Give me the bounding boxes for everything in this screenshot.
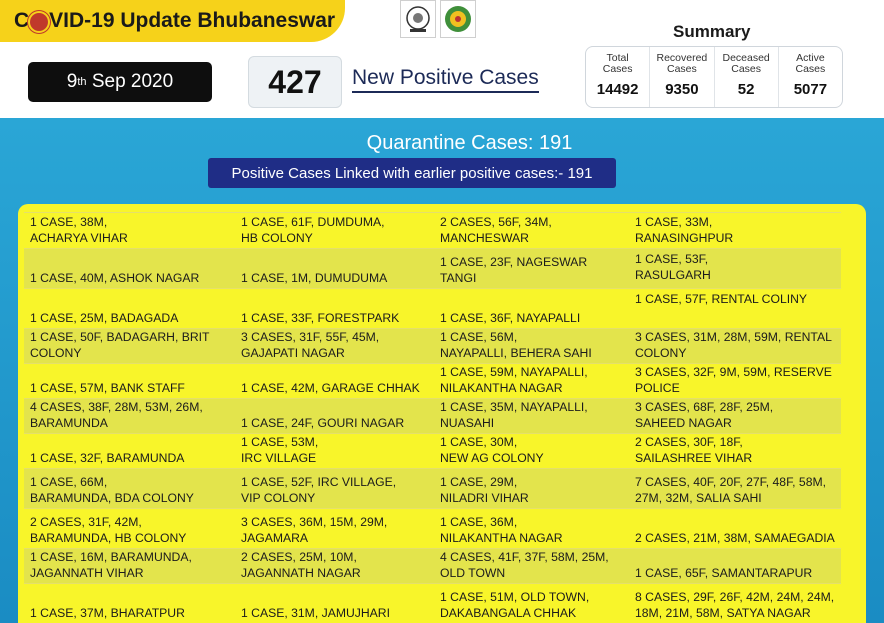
main-panel xyxy=(0,118,884,623)
virus-icon xyxy=(30,13,48,31)
table-cell xyxy=(24,212,235,248)
cell-line: BARAMUNDA, BDA COLONY xyxy=(30,491,194,505)
cell-line: 1 CASE, 36M, xyxy=(440,515,518,529)
cell-line: 2 CASES, 25M, 10M, xyxy=(241,550,357,564)
cell-line: NAYAPALLI, BEHERA SAHI xyxy=(440,346,592,360)
cell-line: SAILASHREE VIHAR xyxy=(635,451,753,465)
summary-total xyxy=(586,47,650,107)
table-cell xyxy=(629,583,841,623)
cell-line: 3 CASES, 31M, 28M, 59M, RENTAL xyxy=(635,330,832,344)
table-cell xyxy=(235,583,434,623)
summary-label-line: Recovered xyxy=(656,52,708,64)
cell-line: 1 CASE, 50F, BADAGARH, BRIT xyxy=(30,330,210,344)
summary-value: 52 xyxy=(737,81,755,98)
cell-line: GAJAPATI NAGAR xyxy=(241,346,345,360)
table-cell xyxy=(629,328,841,363)
title-text: VID-19 Update Bhubaneswar xyxy=(49,9,336,32)
table-cell xyxy=(24,433,235,468)
cell-line: 1 CASE, 37M, BHARATPUR xyxy=(30,606,185,620)
cell-line: BARAMUNDA, HB COLONY xyxy=(30,531,187,545)
table-cell xyxy=(24,398,235,433)
cell-line: JAGANNATH VIHAR xyxy=(30,566,144,580)
cell-line: 1 CASE, 53M, xyxy=(241,435,319,449)
cell-line: NILAKANTHA NAGAR xyxy=(440,531,563,545)
table-cell xyxy=(24,508,235,548)
cell-line: NEW AG COLONY xyxy=(440,451,544,465)
cell-line: 1 CASE, 32F, BARAMUNDA xyxy=(30,451,185,465)
cell-line: 1 CASE, 16M, BARAMUNDA, xyxy=(30,550,192,564)
cell-line: 1 CASE, 53F, xyxy=(635,252,709,266)
cell-line: 1 CASE, 51M, OLD TOWN, xyxy=(440,590,590,604)
table-cell xyxy=(629,363,841,398)
cell-line: 1 CASE, 24F, GOURI NAGAR xyxy=(241,416,405,430)
summary-active xyxy=(779,47,842,107)
summary-label-line: Cases xyxy=(731,63,761,75)
summary-deceased xyxy=(715,47,779,107)
cell-line: 1 CASE, 31M, JAMUJHARI xyxy=(241,606,390,620)
cell-line: SAHEED NAGAR xyxy=(635,416,732,430)
cell-line: 1 CASE, 23F, NAGESWAR TANGI xyxy=(440,255,588,285)
cell-line: 1 CASE, 29M, xyxy=(440,475,518,489)
title-prefix: C xyxy=(14,9,30,32)
cell-line: 3 CASES, 36M, 15M, 29M, xyxy=(241,515,388,529)
table-cell xyxy=(434,248,629,288)
cell-line: 1 CASE, 1M, DUMUDUMA xyxy=(241,271,388,285)
cell-line: 1 CASE, 25M, BADAGADA xyxy=(30,311,179,325)
cell-line: 2 CASES, 30F, 18F, xyxy=(635,435,743,449)
cell-line: COLONY xyxy=(30,346,82,360)
table-cell xyxy=(235,248,434,288)
cell-line: 4 CASES, 41F, 37F, 58M, 25M, xyxy=(440,550,609,564)
cell-line: 3 CASES, 32F, 9M, 59M, RESERVE xyxy=(635,365,832,379)
date-suffix: th xyxy=(77,76,87,88)
table-cell xyxy=(24,248,235,288)
cell-line: 1 CASE, 40M, ASHOK NAGAR xyxy=(30,271,200,285)
cell-line: 18M, 21M, 58M, SATYA NAGAR xyxy=(635,606,811,620)
date-badge xyxy=(28,62,212,102)
cell-line: ACHARYA VIHAR xyxy=(30,231,128,245)
table-cell xyxy=(629,212,841,248)
table-cell xyxy=(235,288,434,328)
table-cell xyxy=(629,468,841,508)
odisha-emblem-icon xyxy=(400,0,436,38)
cell-line: 1 CASE, 61F, DUMDUMA, xyxy=(241,215,385,229)
table-cell xyxy=(235,328,434,363)
summary-recovered xyxy=(650,47,714,107)
quarantine-heading: Quarantine Cases: 191 xyxy=(366,132,573,154)
cell-line: JAGANNATH NAGAR xyxy=(241,566,361,580)
summary-label xyxy=(603,53,633,77)
table-cell xyxy=(629,548,841,583)
cell-line: JAGAMARA xyxy=(241,531,309,545)
cell-line: 2 CASES, 21M, 38M, SAMAEGADIA xyxy=(635,531,835,545)
summary-value: 5077 xyxy=(793,81,828,98)
cell-line: 1 CASE, 30M, xyxy=(440,435,518,449)
cell-line: 1 CASE, 57F, RENTAL COLINY xyxy=(635,292,808,306)
table-cell xyxy=(235,508,434,548)
bmc-logo-icon xyxy=(440,0,476,38)
table-cell xyxy=(434,548,629,583)
cell-line: HB COLONY xyxy=(241,231,313,245)
cell-line: 1 CASE, 42M, GARAGE CHHAK xyxy=(241,381,420,395)
date-day: 9 xyxy=(66,71,78,92)
cell-line: NUASAHI xyxy=(440,416,495,430)
summary-panel xyxy=(585,46,843,108)
table-cell xyxy=(24,548,235,583)
cell-line: NILADRI VIHAR xyxy=(440,491,529,505)
summary-label-line: Cases xyxy=(602,63,633,75)
table-cell xyxy=(24,328,235,363)
table-cell xyxy=(434,583,629,623)
cases-grid xyxy=(24,212,860,623)
table-cell xyxy=(434,363,629,398)
table-cell xyxy=(434,508,629,548)
summary-value: 9350 xyxy=(665,81,699,98)
table-cell xyxy=(24,288,235,328)
cell-line: 27M, 32M, SALIA SAHI xyxy=(635,491,762,505)
table-cell xyxy=(434,328,629,363)
table-cell xyxy=(235,363,434,398)
cell-line: POLICE xyxy=(635,381,680,395)
table-cell xyxy=(235,433,434,468)
cell-line: 1 CASE, 52F, IRC VILLAGE, xyxy=(241,475,397,489)
cell-line: OLD TOWN xyxy=(440,566,506,580)
table-cell xyxy=(629,398,841,433)
table-cell xyxy=(24,363,235,398)
cell-line: 1 CASE, 35M, NAYAPALLI, xyxy=(440,400,588,414)
cell-line: IRC VILLAGE xyxy=(241,451,317,465)
new-cases-label: New Positive Cases xyxy=(352,66,539,93)
date-rest: Sep 2020 xyxy=(86,71,174,92)
page-title xyxy=(0,0,345,42)
summary-label-line: Cases xyxy=(795,63,826,75)
summary-value: 14492 xyxy=(596,81,639,98)
table-cell xyxy=(434,398,629,433)
cell-line: 4 CASES, 38F, 28M, 53M, 26M, xyxy=(30,400,203,414)
header xyxy=(0,0,884,118)
cell-line: 1 CASE, 33M, xyxy=(635,215,713,229)
table-cell xyxy=(434,288,629,328)
cell-line: 1 CASE, 65F, SAMANTARAPUR xyxy=(635,566,813,580)
cell-line: 1 CASE, 57M, BANK STAFF xyxy=(30,381,185,395)
summary-label-line: Deceased xyxy=(722,52,770,64)
linked-cases-banner: Positive Cases Linked with earlier positive cases:- 191 xyxy=(208,158,616,188)
table-cell xyxy=(434,468,629,508)
table-cell xyxy=(629,288,841,328)
cell-line: 1 CASE, 36F, NAYAPALLI xyxy=(440,311,581,325)
cell-line: DAKABANGALA CHHAK xyxy=(440,606,577,620)
table-cell xyxy=(629,433,841,468)
summary-label xyxy=(795,53,825,77)
table-cell xyxy=(24,468,235,508)
cases-table xyxy=(18,204,866,623)
cell-line: 1 CASE, 59M, NAYAPALLI, xyxy=(440,365,588,379)
table-cell xyxy=(629,508,841,548)
cell-line: 3 CASES, 31F, 55F, 45M, xyxy=(241,330,380,344)
table-cell xyxy=(235,212,434,248)
cell-line: 2 CASES, 56F, 34M, xyxy=(440,215,552,229)
cell-line: 7 CASES, 40F, 20F, 27F, 48F, 58M, xyxy=(635,475,827,489)
summary-label-line: Active xyxy=(796,52,825,64)
table-cell xyxy=(434,433,629,468)
table-cell xyxy=(629,248,841,288)
cell-line: COLONY xyxy=(635,346,687,360)
table-cell xyxy=(24,583,235,623)
table-cell xyxy=(235,468,434,508)
cell-line: RANASINGHPUR xyxy=(635,231,734,245)
cell-line: 1 CASE, 66M, xyxy=(30,475,108,489)
table-cell xyxy=(235,548,434,583)
summary-label xyxy=(722,53,769,77)
logos xyxy=(400,0,476,38)
cell-line: 3 CASES, 68F, 28F, 25M, xyxy=(635,400,774,414)
cell-line: MANCHESWAR xyxy=(440,231,529,245)
summary-label-line: Cases xyxy=(666,63,697,75)
cell-line: 1 CASE, 56M, xyxy=(440,330,518,344)
summary-title: Summary xyxy=(673,22,751,41)
table-cell xyxy=(235,398,434,433)
cell-line: 8 CASES, 29F, 26F, 42M, 24M, 24M, xyxy=(635,590,835,604)
cell-line: 1 CASE, 38M, xyxy=(30,215,108,229)
cell-line: NILAKANTHA NAGAR xyxy=(440,381,563,395)
new-cases-count: 427 xyxy=(248,56,342,108)
summary-label-line: Total xyxy=(606,52,629,64)
cell-line: RASULGARH xyxy=(635,268,711,282)
cell-line: 2 CASES, 31F, 42M, xyxy=(30,515,142,529)
summary-label xyxy=(656,53,707,77)
table-cell xyxy=(434,212,629,248)
cell-line: BARAMUNDA xyxy=(30,416,108,430)
cell-line: VIP COLONY xyxy=(241,491,316,505)
cell-line: 1 CASE, 33F, FORESTPARK xyxy=(241,311,400,325)
